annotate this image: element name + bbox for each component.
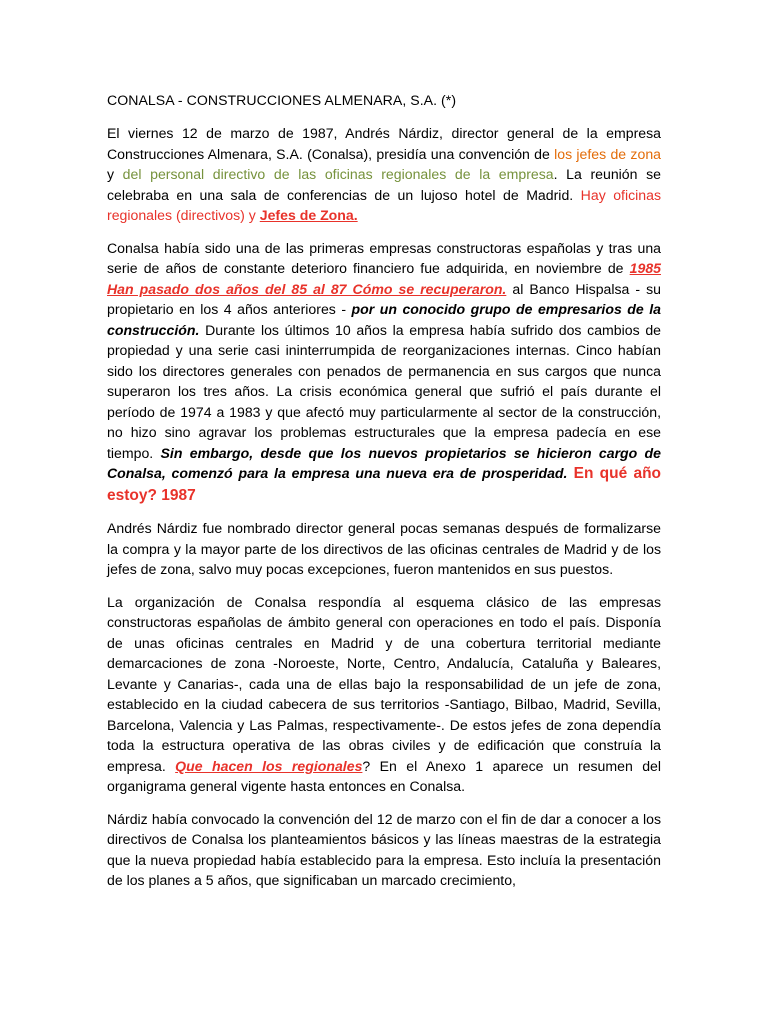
p1-text-a: El viernes 12 de marzo de 1987, Andrés Nárdiz, director general de la empresa Construcciones Almenara, S.A. (Conalsa), presidía una convención de: [107, 125, 661, 162]
p2-emphasis-sin-embargo: Sin embargo, desde que los nuevos propietarios se hicieron cargo de Conalsa, comenzó para la empresa una nueva era de prosperidad.: [107, 444, 662, 481]
document-page: [107, 90, 661, 903]
paragraph-2: [107, 238, 661, 507]
p4-text-a: La organización de Conalsa respondía al esquema clásico de las empresas constructoras españolas de ámbito general con operaciones en todo el país. Disponía de unas oficinas centrales en Madrid y de una cobertura territorial mediante demarcaciones de zona -Noroeste, Norte, Centro, Andalucía, Cataluña y Baleares, Levante y Canarias-, cada una de ellas bajo la responsabilidad de un jefe de zona, establecido en la ciudad cabecera de sus territorios -Santiago, Bilbao, Madrid, Sevilla, Barcelona, Valencia y Las Palmas, respectivamente-. De estos jefes de zona dependía toda la estructura operativa de las obras civiles y de edificación que construía la empresa.: [107, 593, 661, 774]
p1-highlight-jefes-de-zona: los jefes de zona: [554, 145, 661, 162]
p2-note-1985: 1985 Han pasado dos años del 85 al 87 Cómo se recuperaron.: [107, 260, 661, 297]
p1-note-jefes-de-zona: Jefes de Zona.: [259, 207, 358, 223]
p1-text-c: y: [107, 166, 123, 182]
paragraph-3: Andrés Nárdiz fue nombrado director general pocas semanas después de formalizarse la compra y la mayor parte de los directivos de las oficinas centrales de Madrid y de los jefes de zona, salvo muy pocas excepciones, fueron mantenidos en sus puestos.: [107, 520, 661, 577]
p2-text-e: Durante los últimos 10 años la empresa había sufrido dos cambios de propiedad y una serie casi ininterrumpida de reorganizaciones internas. Cinco habían sido los directores generales con penados de permanencia en sus cargos que nunca superaron los tres años. La crisis económica general que sufrió el país durante el período de 1974 a 1983 y que afectó muy particularmente al sector de la construcción, no hizo sino agravar los problemas estructurales que la empresa padecía en ese tiempo.: [107, 321, 661, 461]
p1-highlight-personal-directivo: del personal directivo de las oficinas regionales de la empresa: [122, 166, 554, 182]
p4-text-c: ? En el Anexo 1 aparece un resumen del organigrama general vigente hasta entonces en Conalsa.: [107, 757, 661, 794]
p4-note-regionales: Que hacen los regionales: [175, 757, 363, 774]
document-title: CONALSA - CONSTRUCCIONES ALMENARA, S.A. (*): [107, 92, 457, 108]
p1-note-oficinas: Hay oficinas regionales (directivos) y: [107, 186, 661, 223]
p2-emphasis-grupo: por un conocido grupo de empresarios de la construcción.: [107, 301, 661, 338]
paragraph-1: [107, 123, 661, 226]
p2-text-c: al Banco Hispalsa - su propietario en los 4 años anteriores -: [107, 280, 661, 317]
paragraph-5: Nárdiz había convocado la convención del 12 de marzo con el fin de dar a conocer a los directivos de Conalsa los planteamientos básicos y las líneas maestras de la estrategia que la nueva propiedad había establecido para la empresa. Esto incluía la presentación de los planes a 5 años, que significaban un marcado crecimiento,: [107, 810, 661, 888]
paragraph-4: [107, 592, 661, 797]
p2-note-year: En qué año estoy? 1987: [107, 465, 661, 504]
p2-text-a: Conalsa había sido una de las primeras empresas constructoras españolas y tras una serie de años de constante deterioro financiero fue adquirida, en noviembre de: [107, 239, 661, 276]
p1-text-e: . La reunión se celebraba en una sala de conferencias de un lujoso hotel de Madrid.: [107, 166, 661, 203]
